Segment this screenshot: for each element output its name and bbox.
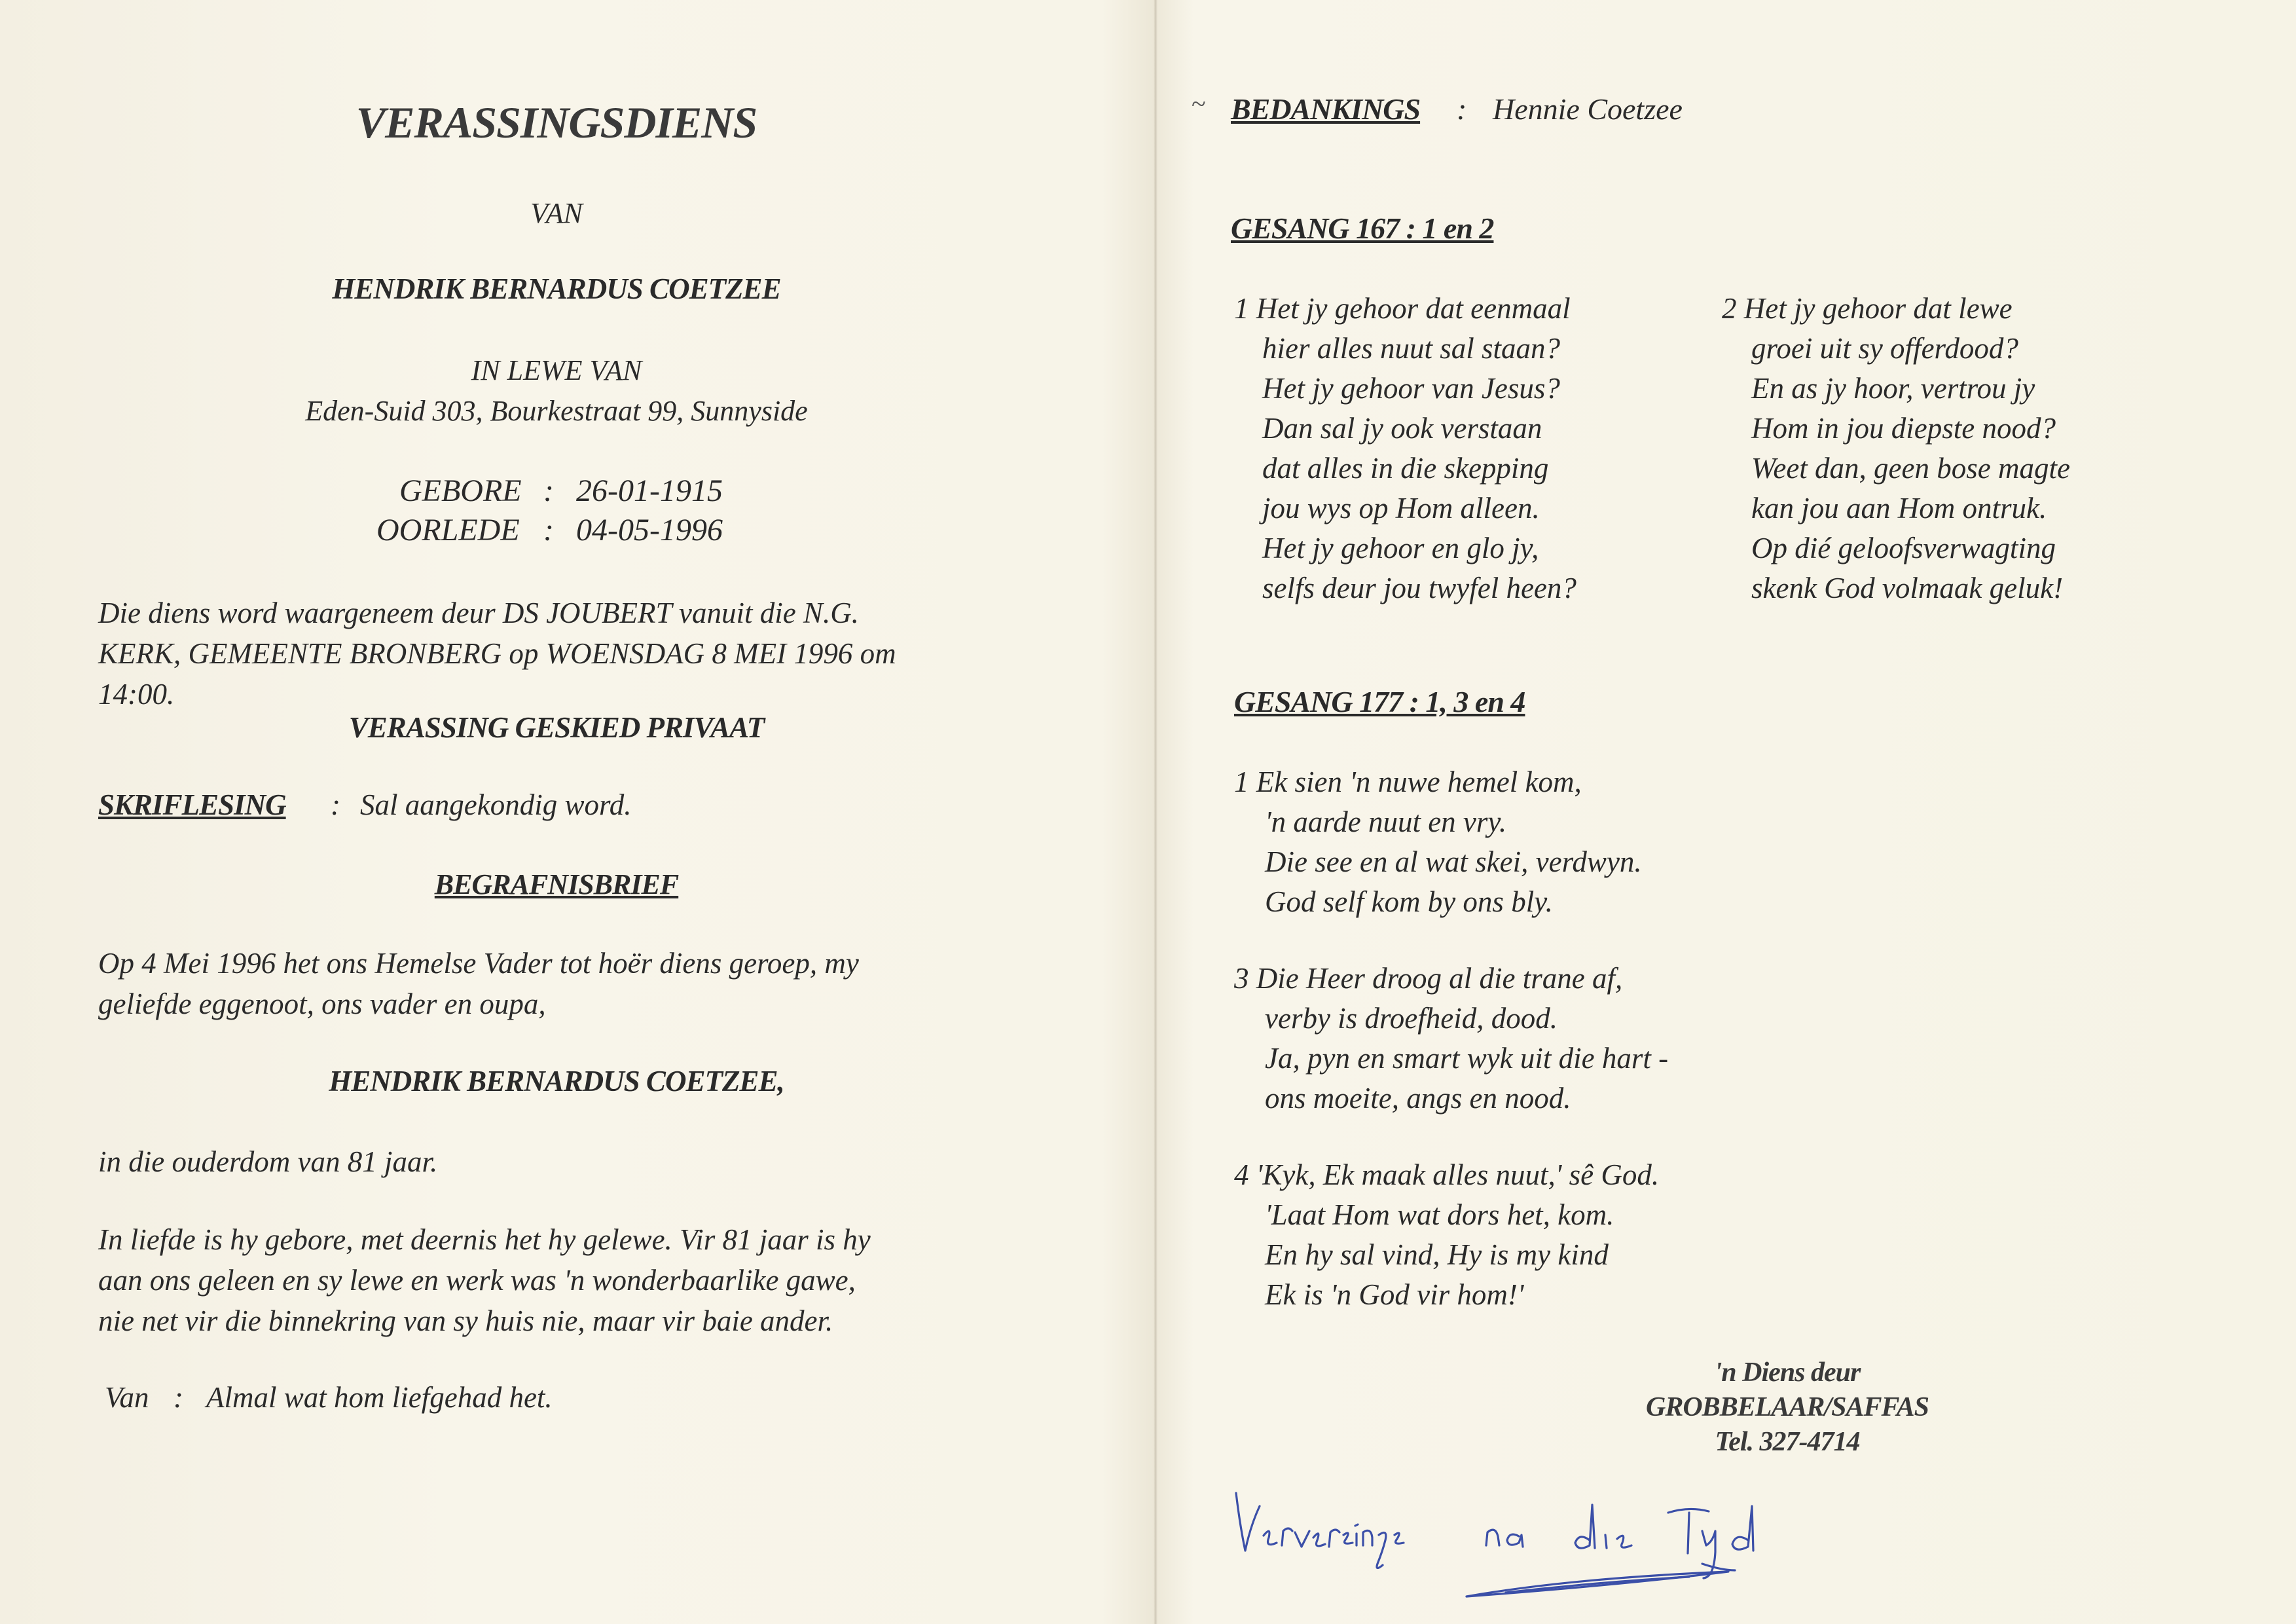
private-cremation: VERASSING GESKIED PRIVAAT [348,711,765,744]
hymn-line: Ja, pyn en smart wyk uit die hart - [1265,1042,1669,1075]
footer-company: GROBBELAAR/SAFFAS [1646,1392,1929,1422]
hymn-line: selfs deur jou twyfel heen? [1262,572,1576,604]
bedankings-label: BEDANKINGS [1231,92,1421,126]
deceased-name: HENDRIK BERNARDUS COETZEE [332,272,781,305]
gebore-date: 26-01-1915 [576,473,723,508]
document-title: VERASSINGSDIENS [355,98,757,147]
handwriting-svg [1231,1480,1872,1611]
hymn-line: skenk God volmaak geluk! [1751,572,2064,604]
gebore-label: GEBORE [399,473,522,508]
oorlede-sep: : [543,513,554,547]
hymn-line: 2 Het jy gehoor dat lewe [1722,292,2013,325]
hymn-line: verby is droefheid, dood. [1265,1002,1558,1035]
begrafnisbrief-heading: BEGRAFNISBRIEF [434,868,679,900]
skriflesing-sep: : [331,788,340,821]
service-line: Die diens word waargeneem deur DS JOUBERT vanuit die N.G. [98,597,859,629]
tick-mark: ~ [1192,89,1206,119]
hymn-line: Ek is 'n God vir hom!' [1265,1278,1524,1311]
left-page [92,0,1021,1624]
hymn-line: dat alles in die skepping [1262,452,1549,485]
age-line: in die ouderdom van 81 jaar. [98,1145,438,1178]
brief-line: Op 4 Mei 1996 het ons Hemelse Vader tot hoër diens geroep, my [98,947,859,980]
handwritten-note [1231,1480,1872,1611]
brief-line: geliefde eggenoot, ons vader en oupa, [98,987,546,1020]
hymn-line: jou wys op Hom alleen. [1262,492,1540,525]
hymn-line: Dan sal jy ook verstaan [1262,412,1542,445]
hymn-line: En as jy hoor, vertrou jy [1751,372,2035,405]
oorlede-label: OORLEDE [376,513,520,547]
from-text: Almal wat hom liefgehad het. [206,1381,553,1414]
hymn-line: 'n aarde nuut en vry. [1265,805,1507,838]
tribute-line: nie net vir die binnekring van sy huis nie, maar vir baie ander. [98,1304,833,1337]
van-line: VAN [530,197,583,229]
gesang-167-heading: GESANG 167 : 1 en 2 [1231,212,1494,245]
hymn-line: ons moeite, angs en nood. [1265,1082,1571,1115]
handwriting-strokes [1236,1493,1753,1596]
hymn-line: 1 Ek sien 'n nuwe hemel kom, [1234,766,1582,798]
hymn-line: groei uit sy offerdood? [1751,332,2018,365]
brief-paragraph [98,943,1008,1024]
hymn-line: hier alles nuut sal staan? [1262,332,1561,365]
hymn-line: 4 'Kyk, Ek maak alles nuut,' sê God. [1234,1158,1660,1191]
bedankings-name: Hennie Coetzee [1493,92,1683,126]
gebore-sep: : [543,473,554,508]
service-paragraph [98,593,1008,714]
deceased-name-repeat: HENDRIK BERNARDUS COETZEE, [329,1065,784,1098]
service-line: KERK, GEMEENTE BRONBERG op WOENSDAG 8 MEI 1996 om [98,637,896,670]
in-lewe-van: IN LEWE VAN [471,354,642,386]
begrafnisbrief-wrap [92,868,1021,901]
hymn-line: Weet dan, geen bose magte [1751,452,2070,485]
service-line: 14:00. [98,678,175,710]
bedankings-sep: : [1457,92,1467,126]
tribute-paragraph [98,1219,1008,1341]
page-fold [1154,0,1157,1624]
hymn-line: God self kom by ons bly. [1265,885,1553,918]
hymn-line: Het jy gehoor en glo jy, [1262,532,1539,564]
hymn-line: kan jou aan Hom ontruk. [1751,492,2047,525]
hymn-line: En hy sal vind, Hy is my kind [1265,1238,1609,1271]
hymn-line: 1 Het jy gehoor dat eenmaal [1234,292,1571,325]
skriflesing-text: Sal aangekondig word. [360,788,632,821]
from-label: Van [105,1381,149,1414]
from-sep: : [173,1381,183,1414]
hymn-line: 3 Die Heer droog al die trane af, [1234,962,1623,995]
tribute-line: In liefde is hy gebore, met deernis het hy gelewe. Vir 81 jaar is hy [98,1223,871,1256]
hymn-line: Hom in jou diepste nood? [1751,412,2056,445]
tribute-line: aan ons geleen en sy lewe en werk was 'n wonderbaarlike gawe, [98,1264,856,1297]
hymn-line: Het jy gehoor van Jesus? [1262,372,1560,405]
footer-line-1: 'n Diens deur [1714,1357,1861,1388]
hymn-line: Die see en al wat skei, verdwyn. [1265,845,1642,878]
skriflesing-label: SKRIFLESING [98,788,286,821]
gesang-177-heading: GESANG 177 : 1, 3 en 4 [1234,685,1525,718]
oorlede-date: 04-05-1996 [576,513,723,547]
address: Eden-Suid 303, Bourkestraat 99, Sunnyside [305,395,808,427]
footer-phone: Tel. 327-4714 [1715,1427,1860,1457]
hymn-line: Op dié geloofsverwagting [1751,532,2056,564]
hymn-line: 'Laat Hom wat dors het, kom. [1265,1198,1614,1231]
